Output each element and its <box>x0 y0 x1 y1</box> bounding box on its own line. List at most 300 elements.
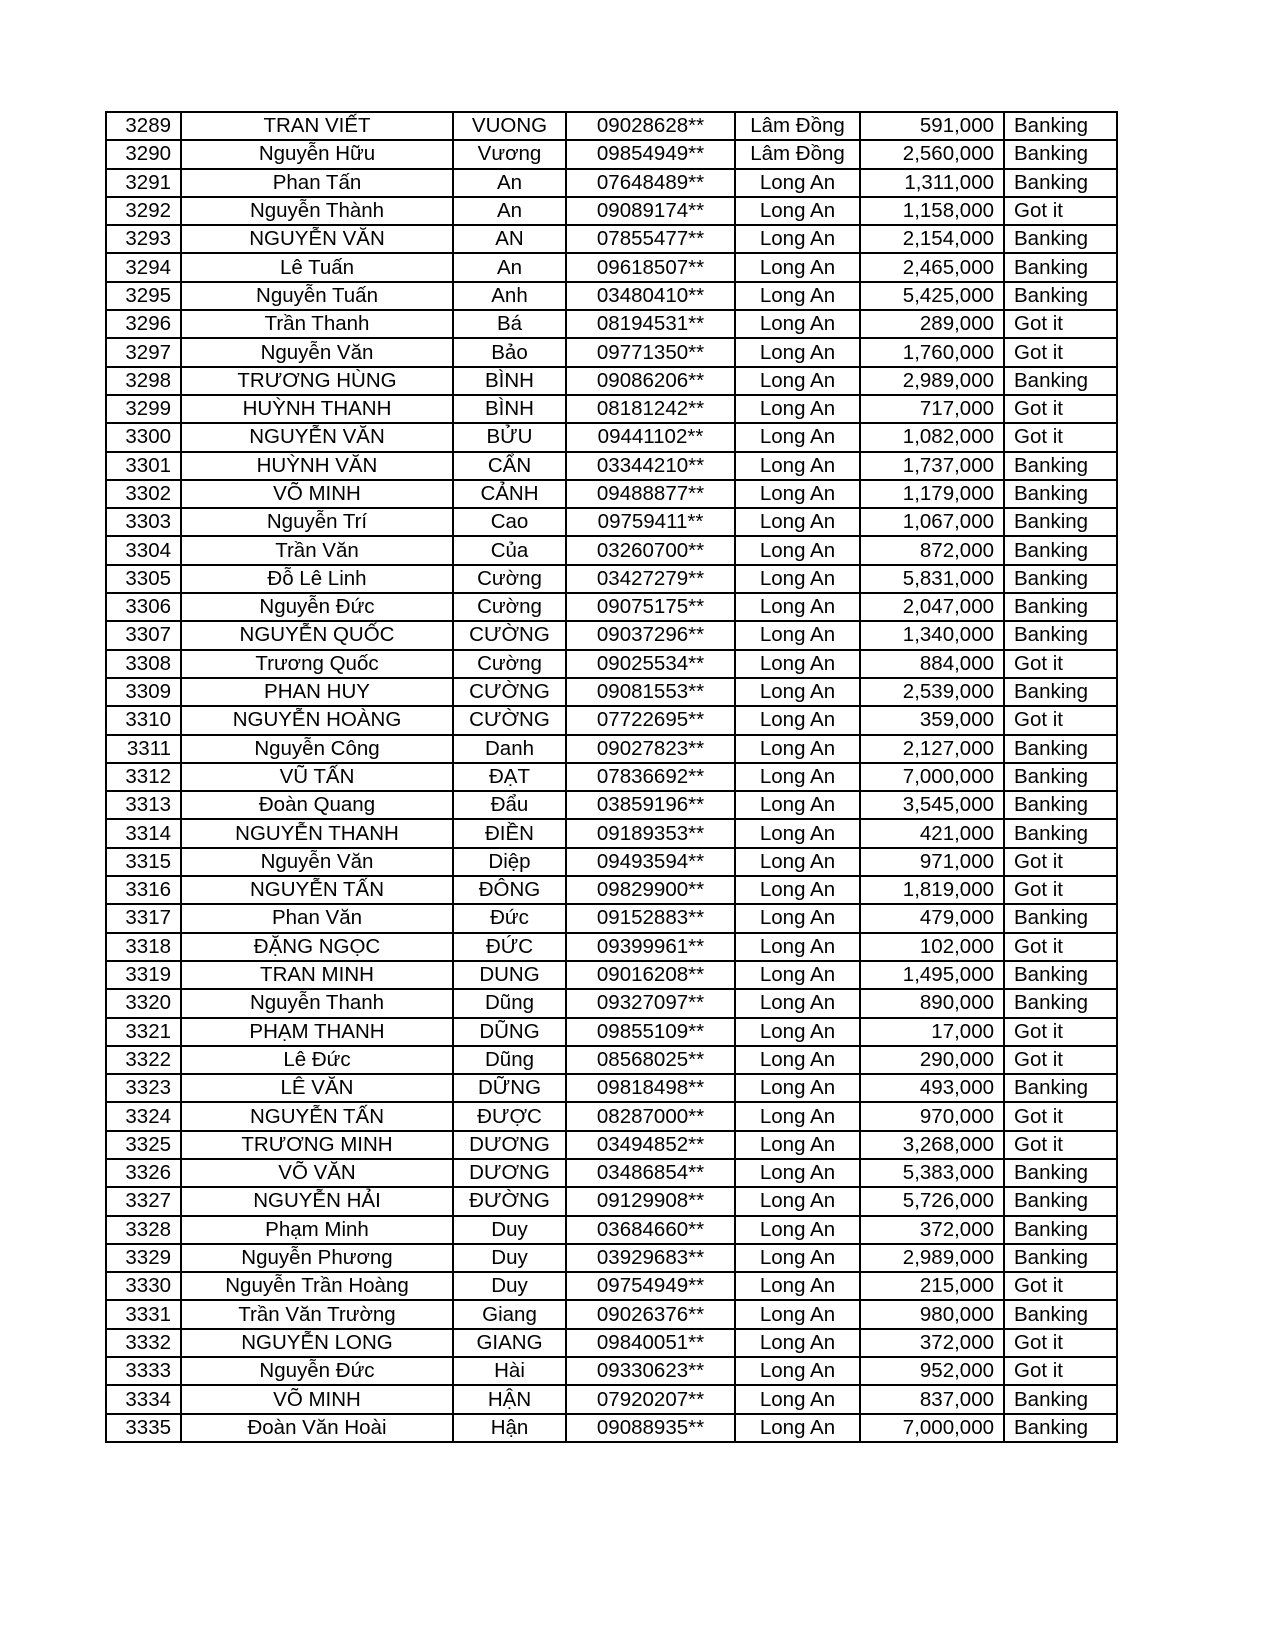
cell-id: 3303 <box>106 508 181 536</box>
cell-method: Banking <box>1004 480 1117 508</box>
cell-phone: 03427279** <box>566 565 735 593</box>
cell-given-name: ĐỨC <box>453 933 566 961</box>
cell-phone: 09016208** <box>566 961 735 989</box>
cell-phone: 09493594** <box>566 848 735 876</box>
cell-province: Long An <box>735 253 860 281</box>
cell-id: 3306 <box>106 593 181 621</box>
cell-amount: 1,067,000 <box>860 508 1004 536</box>
cell-province: Long An <box>735 282 860 310</box>
cell-id: 3312 <box>106 763 181 791</box>
cell-surname: NGUYỄN TẤN <box>181 876 453 904</box>
cell-amount: 1,158,000 <box>860 197 1004 225</box>
cell-province: Long An <box>735 989 860 1017</box>
cell-amount: 2,047,000 <box>860 593 1004 621</box>
cell-phone: 03859196** <box>566 791 735 819</box>
cell-province: Long An <box>735 225 860 253</box>
cell-phone: 03684660** <box>566 1216 735 1244</box>
cell-method: Got it <box>1004 1046 1117 1074</box>
cell-surname: Lê Tuấn <box>181 253 453 281</box>
cell-given-name: HẬN <box>453 1385 566 1413</box>
cell-surname: Phan Văn <box>181 904 453 932</box>
table-body <box>106 112 1117 1442</box>
table-row <box>106 1046 1117 1074</box>
cell-amount: 1,737,000 <box>860 452 1004 480</box>
cell-surname: Nguyễn Văn <box>181 338 453 366</box>
cell-id: 3293 <box>106 225 181 253</box>
cell-province: Long An <box>735 1102 860 1130</box>
cell-surname: Nguyễn Đức <box>181 1357 453 1385</box>
cell-id: 3332 <box>106 1329 181 1357</box>
cell-surname: TRƯƠNG MINH <box>181 1131 453 1159</box>
cell-given-name: Duy <box>453 1216 566 1244</box>
cell-id: 3298 <box>106 367 181 395</box>
cell-surname: Trần Thanh <box>181 310 453 338</box>
cell-method: Banking <box>1004 735 1117 763</box>
cell-surname: VŨ TẤN <box>181 763 453 791</box>
cell-province: Long An <box>735 452 860 480</box>
cell-amount: 7,000,000 <box>860 763 1004 791</box>
cell-amount: 591,000 <box>860 112 1004 140</box>
cell-province: Long An <box>735 763 860 791</box>
cell-amount: 2,560,000 <box>860 140 1004 168</box>
cell-surname: Lê Đức <box>181 1046 453 1074</box>
cell-amount: 102,000 <box>860 933 1004 961</box>
table-row <box>106 621 1117 649</box>
cell-amount: 3,545,000 <box>860 791 1004 819</box>
cell-surname: PHAN HUY <box>181 678 453 706</box>
cell-id: 3315 <box>106 848 181 876</box>
cell-province: Long An <box>735 423 860 451</box>
cell-id: 3295 <box>106 282 181 310</box>
cell-province: Long An <box>735 480 860 508</box>
cell-phone: 09854949** <box>566 140 735 168</box>
cell-given-name: Của <box>453 536 566 564</box>
cell-province: Long An <box>735 961 860 989</box>
cell-phone: 09399961** <box>566 933 735 961</box>
cell-id: 3331 <box>106 1300 181 1328</box>
table-row <box>106 169 1117 197</box>
cell-given-name: An <box>453 253 566 281</box>
cell-amount: 2,989,000 <box>860 367 1004 395</box>
cell-id: 3309 <box>106 678 181 706</box>
cell-given-name: Duy <box>453 1272 566 1300</box>
cell-phone: 09771350** <box>566 338 735 366</box>
cell-method: Banking <box>1004 1244 1117 1272</box>
cell-phone: 09759411** <box>566 508 735 536</box>
cell-amount: 1,819,000 <box>860 876 1004 904</box>
cell-id: 3301 <box>106 452 181 480</box>
cell-phone: 09829900** <box>566 876 735 904</box>
cell-province: Long An <box>735 904 860 932</box>
cell-given-name: Cường <box>453 593 566 621</box>
cell-id: 3305 <box>106 565 181 593</box>
cell-surname: Nguyễn Phương <box>181 1244 453 1272</box>
cell-phone: 09754949** <box>566 1272 735 1300</box>
table-row <box>106 1385 1117 1413</box>
cell-method: Banking <box>1004 621 1117 649</box>
cell-given-name: Bảo <box>453 338 566 366</box>
table-row <box>106 536 1117 564</box>
cell-province: Long An <box>735 1385 860 1413</box>
cell-province: Long An <box>735 536 860 564</box>
cell-surname: Nguyễn Tuấn <box>181 282 453 310</box>
cell-id: 3335 <box>106 1414 181 1442</box>
table-row <box>106 819 1117 847</box>
cell-given-name: Diệp <box>453 848 566 876</box>
cell-id: 3294 <box>106 253 181 281</box>
cell-method: Banking <box>1004 1414 1117 1442</box>
cell-given-name: CƯỜNG <box>453 621 566 649</box>
cell-province: Long An <box>735 1216 860 1244</box>
cell-surname: Nguyễn Hữu <box>181 140 453 168</box>
cell-phone: 07722695** <box>566 706 735 734</box>
cell-given-name: Danh <box>453 735 566 763</box>
table-row <box>106 197 1117 225</box>
cell-phone: 09488877** <box>566 480 735 508</box>
table-row <box>106 650 1117 678</box>
cell-phone: 09441102** <box>566 423 735 451</box>
cell-phone: 07855477** <box>566 225 735 253</box>
cell-method: Banking <box>1004 169 1117 197</box>
cell-province: Long An <box>735 621 860 649</box>
cell-surname: VÕ MINH <box>181 1385 453 1413</box>
table-row <box>106 1300 1117 1328</box>
cell-amount: 971,000 <box>860 848 1004 876</box>
cell-surname: HUỲNH VĂN <box>181 452 453 480</box>
cell-phone: 08568025** <box>566 1046 735 1074</box>
cell-id: 3330 <box>106 1272 181 1300</box>
cell-method: Banking <box>1004 819 1117 847</box>
cell-phone: 09152883** <box>566 904 735 932</box>
cell-given-name: Vương <box>453 140 566 168</box>
cell-id: 3311 <box>106 735 181 763</box>
cell-id: 3290 <box>106 140 181 168</box>
cell-amount: 1,340,000 <box>860 621 1004 649</box>
cell-method: Got it <box>1004 706 1117 734</box>
table-row <box>106 706 1117 734</box>
cell-method: Banking <box>1004 1216 1117 1244</box>
cell-province: Long An <box>735 1329 860 1357</box>
cell-surname: Nguyễn Trần Hoàng <box>181 1272 453 1300</box>
table-row <box>106 282 1117 310</box>
cell-phone: 09330623** <box>566 1357 735 1385</box>
cell-surname: TRƯƠNG HÙNG <box>181 367 453 395</box>
table-row <box>106 1329 1117 1357</box>
table-row <box>106 1244 1117 1272</box>
cell-method: Got it <box>1004 1329 1117 1357</box>
cell-given-name: Cường <box>453 565 566 593</box>
cell-given-name: ĐƯỢC <box>453 1102 566 1130</box>
cell-phone: 03494852** <box>566 1131 735 1159</box>
cell-province: Long An <box>735 1018 860 1046</box>
cell-method: Got it <box>1004 310 1117 338</box>
cell-amount: 872,000 <box>860 536 1004 564</box>
cell-given-name: BÌNH <box>453 395 566 423</box>
cell-method: Got it <box>1004 933 1117 961</box>
table-row <box>106 480 1117 508</box>
table-row <box>106 876 1117 904</box>
cell-method: Banking <box>1004 367 1117 395</box>
cell-given-name: BÌNH <box>453 367 566 395</box>
cell-province: Long An <box>735 565 860 593</box>
table-row <box>106 338 1117 366</box>
cell-given-name: ĐÔNG <box>453 876 566 904</box>
cell-amount: 970,000 <box>860 1102 1004 1130</box>
cell-amount: 5,831,000 <box>860 565 1004 593</box>
cell-id: 3326 <box>106 1159 181 1187</box>
cell-province: Long An <box>735 933 860 961</box>
cell-surname: NGUYỄN QUỐC <box>181 621 453 649</box>
cell-phone: 09025534** <box>566 650 735 678</box>
cell-surname: Trần Văn Trường <box>181 1300 453 1328</box>
cell-surname: TRAN MINH <box>181 961 453 989</box>
table-row <box>106 423 1117 451</box>
cell-amount: 2,127,000 <box>860 735 1004 763</box>
cell-phone: 09189353** <box>566 819 735 847</box>
cell-method: Got it <box>1004 1131 1117 1159</box>
cell-amount: 5,726,000 <box>860 1187 1004 1215</box>
cell-province: Long An <box>735 1074 860 1102</box>
cell-method: Banking <box>1004 1159 1117 1187</box>
cell-phone: 03480410** <box>566 282 735 310</box>
table-row <box>106 253 1117 281</box>
cell-method: Got it <box>1004 848 1117 876</box>
cell-amount: 372,000 <box>860 1216 1004 1244</box>
cell-phone: 03260700** <box>566 536 735 564</box>
cell-phone: 03929683** <box>566 1244 735 1272</box>
cell-amount: 1,760,000 <box>860 338 1004 366</box>
cell-phone: 03344210** <box>566 452 735 480</box>
cell-method: Got it <box>1004 876 1117 904</box>
table-row <box>106 225 1117 253</box>
cell-surname: Trương Quốc <box>181 650 453 678</box>
table-row <box>106 112 1117 140</box>
cell-id: 3308 <box>106 650 181 678</box>
cell-phone: 09129908** <box>566 1187 735 1215</box>
cell-phone: 09840051** <box>566 1329 735 1357</box>
cell-given-name: Bá <box>453 310 566 338</box>
cell-method: Banking <box>1004 791 1117 819</box>
cell-amount: 372,000 <box>860 1329 1004 1357</box>
cell-amount: 5,425,000 <box>860 282 1004 310</box>
cell-given-name: Dũng <box>453 1046 566 1074</box>
cell-id: 3314 <box>106 819 181 847</box>
cell-surname: Đoàn Văn Hoài <box>181 1414 453 1442</box>
cell-given-name: DƯƠNG <box>453 1131 566 1159</box>
cell-surname: NGUYỄN LONG <box>181 1329 453 1357</box>
cell-surname: Đỗ Lê Linh <box>181 565 453 593</box>
table-row <box>106 1018 1117 1046</box>
cell-method: Banking <box>1004 282 1117 310</box>
cell-province: Long An <box>735 678 860 706</box>
cell-province: Long An <box>735 706 860 734</box>
cell-given-name: ĐIỀN <box>453 819 566 847</box>
cell-surname: LÊ VĂN <box>181 1074 453 1102</box>
cell-method: Banking <box>1004 565 1117 593</box>
cell-id: 3316 <box>106 876 181 904</box>
cell-phone: 09028628** <box>566 112 735 140</box>
cell-method: Banking <box>1004 989 1117 1017</box>
cell-phone: 07648489** <box>566 169 735 197</box>
cell-province: Long An <box>735 593 860 621</box>
cell-province: Long An <box>735 650 860 678</box>
cell-province: Long An <box>735 197 860 225</box>
cell-id: 3321 <box>106 1018 181 1046</box>
cell-method: Banking <box>1004 253 1117 281</box>
cell-surname: NGUYỄN HẢI <box>181 1187 453 1215</box>
table-row <box>106 1357 1117 1385</box>
cell-phone: 09088935** <box>566 1414 735 1442</box>
cell-id: 3299 <box>106 395 181 423</box>
cell-method: Banking <box>1004 452 1117 480</box>
cell-surname: ĐẶNG NGỌC <box>181 933 453 961</box>
cell-given-name: Giang <box>453 1300 566 1328</box>
cell-province: Lâm Đồng <box>735 112 860 140</box>
table-row <box>106 593 1117 621</box>
cell-id: 3325 <box>106 1131 181 1159</box>
cell-given-name: BỬU <box>453 423 566 451</box>
cell-given-name: Cao <box>453 508 566 536</box>
cell-id: 3319 <box>106 961 181 989</box>
cell-amount: 421,000 <box>860 819 1004 847</box>
cell-surname: PHẠM THANH <box>181 1018 453 1046</box>
cell-amount: 1,495,000 <box>860 961 1004 989</box>
cell-surname: TRAN VIẾT <box>181 112 453 140</box>
cell-method: Banking <box>1004 1300 1117 1328</box>
cell-surname: Nguyễn Thanh <box>181 989 453 1017</box>
table-row <box>106 1187 1117 1215</box>
table-row <box>106 395 1117 423</box>
cell-method: Banking <box>1004 112 1117 140</box>
cell-id: 3296 <box>106 310 181 338</box>
cell-province: Long An <box>735 310 860 338</box>
cell-amount: 7,000,000 <box>860 1414 1004 1442</box>
cell-method: Banking <box>1004 904 1117 932</box>
cell-amount: 215,000 <box>860 1272 1004 1300</box>
table-row <box>106 1272 1117 1300</box>
cell-phone: 09075175** <box>566 593 735 621</box>
cell-phone: 08181242** <box>566 395 735 423</box>
cell-method: Got it <box>1004 338 1117 366</box>
cell-method: Banking <box>1004 140 1117 168</box>
cell-surname: VÕ VĂN <box>181 1159 453 1187</box>
cell-surname: Nguyễn Công <box>181 735 453 763</box>
cell-surname: Nguyễn Văn <box>181 848 453 876</box>
table-row <box>106 1216 1117 1244</box>
cell-phone: 07920207** <box>566 1385 735 1413</box>
cell-id: 3333 <box>106 1357 181 1385</box>
table-row <box>106 904 1117 932</box>
cell-phone: 09327097** <box>566 989 735 1017</box>
cell-id: 3300 <box>106 423 181 451</box>
cell-province: Long An <box>735 1244 860 1272</box>
cell-province: Long An <box>735 367 860 395</box>
cell-phone: 03486854** <box>566 1159 735 1187</box>
cell-province: Long An <box>735 1272 860 1300</box>
cell-amount: 837,000 <box>860 1385 1004 1413</box>
cell-amount: 2,539,000 <box>860 678 1004 706</box>
cell-given-name: GIANG <box>453 1329 566 1357</box>
cell-id: 3328 <box>106 1216 181 1244</box>
cell-surname: HUỲNH THANH <box>181 395 453 423</box>
cell-given-name: CẨN <box>453 452 566 480</box>
cell-province: Long An <box>735 1300 860 1328</box>
cell-method: Banking <box>1004 763 1117 791</box>
cell-given-name: CẢNH <box>453 480 566 508</box>
cell-phone: 09027823** <box>566 735 735 763</box>
cell-id: 3318 <box>106 933 181 961</box>
cell-province: Long An <box>735 395 860 423</box>
cell-id: 3324 <box>106 1102 181 1130</box>
cell-amount: 1,179,000 <box>860 480 1004 508</box>
cell-surname: Phạm Minh <box>181 1216 453 1244</box>
table-row <box>106 678 1117 706</box>
cell-amount: 2,465,000 <box>860 253 1004 281</box>
cell-province: Long An <box>735 169 860 197</box>
cell-id: 3329 <box>106 1244 181 1272</box>
cell-province: Long An <box>735 508 860 536</box>
cell-surname: NGUYỄN TẤN <box>181 1102 453 1130</box>
cell-amount: 3,268,000 <box>860 1131 1004 1159</box>
table-row <box>106 452 1117 480</box>
cell-method: Banking <box>1004 1187 1117 1215</box>
cell-id: 3291 <box>106 169 181 197</box>
cell-amount: 2,989,000 <box>860 1244 1004 1272</box>
table-row <box>106 735 1117 763</box>
cell-province: Long An <box>735 735 860 763</box>
cell-given-name: DUNG <box>453 961 566 989</box>
cell-amount: 5,383,000 <box>860 1159 1004 1187</box>
cell-id: 3310 <box>106 706 181 734</box>
cell-given-name: Dũng <box>453 989 566 1017</box>
cell-given-name: DŨNG <box>453 1018 566 1046</box>
cell-surname: NGUYỄN VĂN <box>181 423 453 451</box>
cell-given-name: VUONG <box>453 112 566 140</box>
cell-method: Banking <box>1004 1385 1117 1413</box>
cell-given-name: CƯỜNG <box>453 678 566 706</box>
cell-amount: 2,154,000 <box>860 225 1004 253</box>
cell-surname: Đoàn Quang <box>181 791 453 819</box>
table-row <box>106 1414 1117 1442</box>
cell-given-name: DỮNG <box>453 1074 566 1102</box>
cell-id: 3292 <box>106 197 181 225</box>
cell-province: Long An <box>735 876 860 904</box>
cell-method: Banking <box>1004 508 1117 536</box>
cell-id: 3307 <box>106 621 181 649</box>
table-row <box>106 1159 1117 1187</box>
cell-phone: 09026376** <box>566 1300 735 1328</box>
cell-given-name: An <box>453 197 566 225</box>
cell-phone: 07836692** <box>566 763 735 791</box>
table-row <box>106 763 1117 791</box>
table-row <box>106 367 1117 395</box>
cell-province: Long An <box>735 791 860 819</box>
cell-id: 3317 <box>106 904 181 932</box>
cell-amount: 359,000 <box>860 706 1004 734</box>
table-row <box>106 310 1117 338</box>
cell-phone: 09818498** <box>566 1074 735 1102</box>
cell-method: Banking <box>1004 536 1117 564</box>
cell-amount: 289,000 <box>860 310 1004 338</box>
cell-surname: Nguyễn Thành <box>181 197 453 225</box>
cell-amount: 479,000 <box>860 904 1004 932</box>
cell-given-name: ĐƯỜNG <box>453 1187 566 1215</box>
table-row <box>106 508 1117 536</box>
cell-id: 3289 <box>106 112 181 140</box>
cell-phone: 09037296** <box>566 621 735 649</box>
cell-given-name: DƯƠNG <box>453 1159 566 1187</box>
table-row <box>106 989 1117 1017</box>
